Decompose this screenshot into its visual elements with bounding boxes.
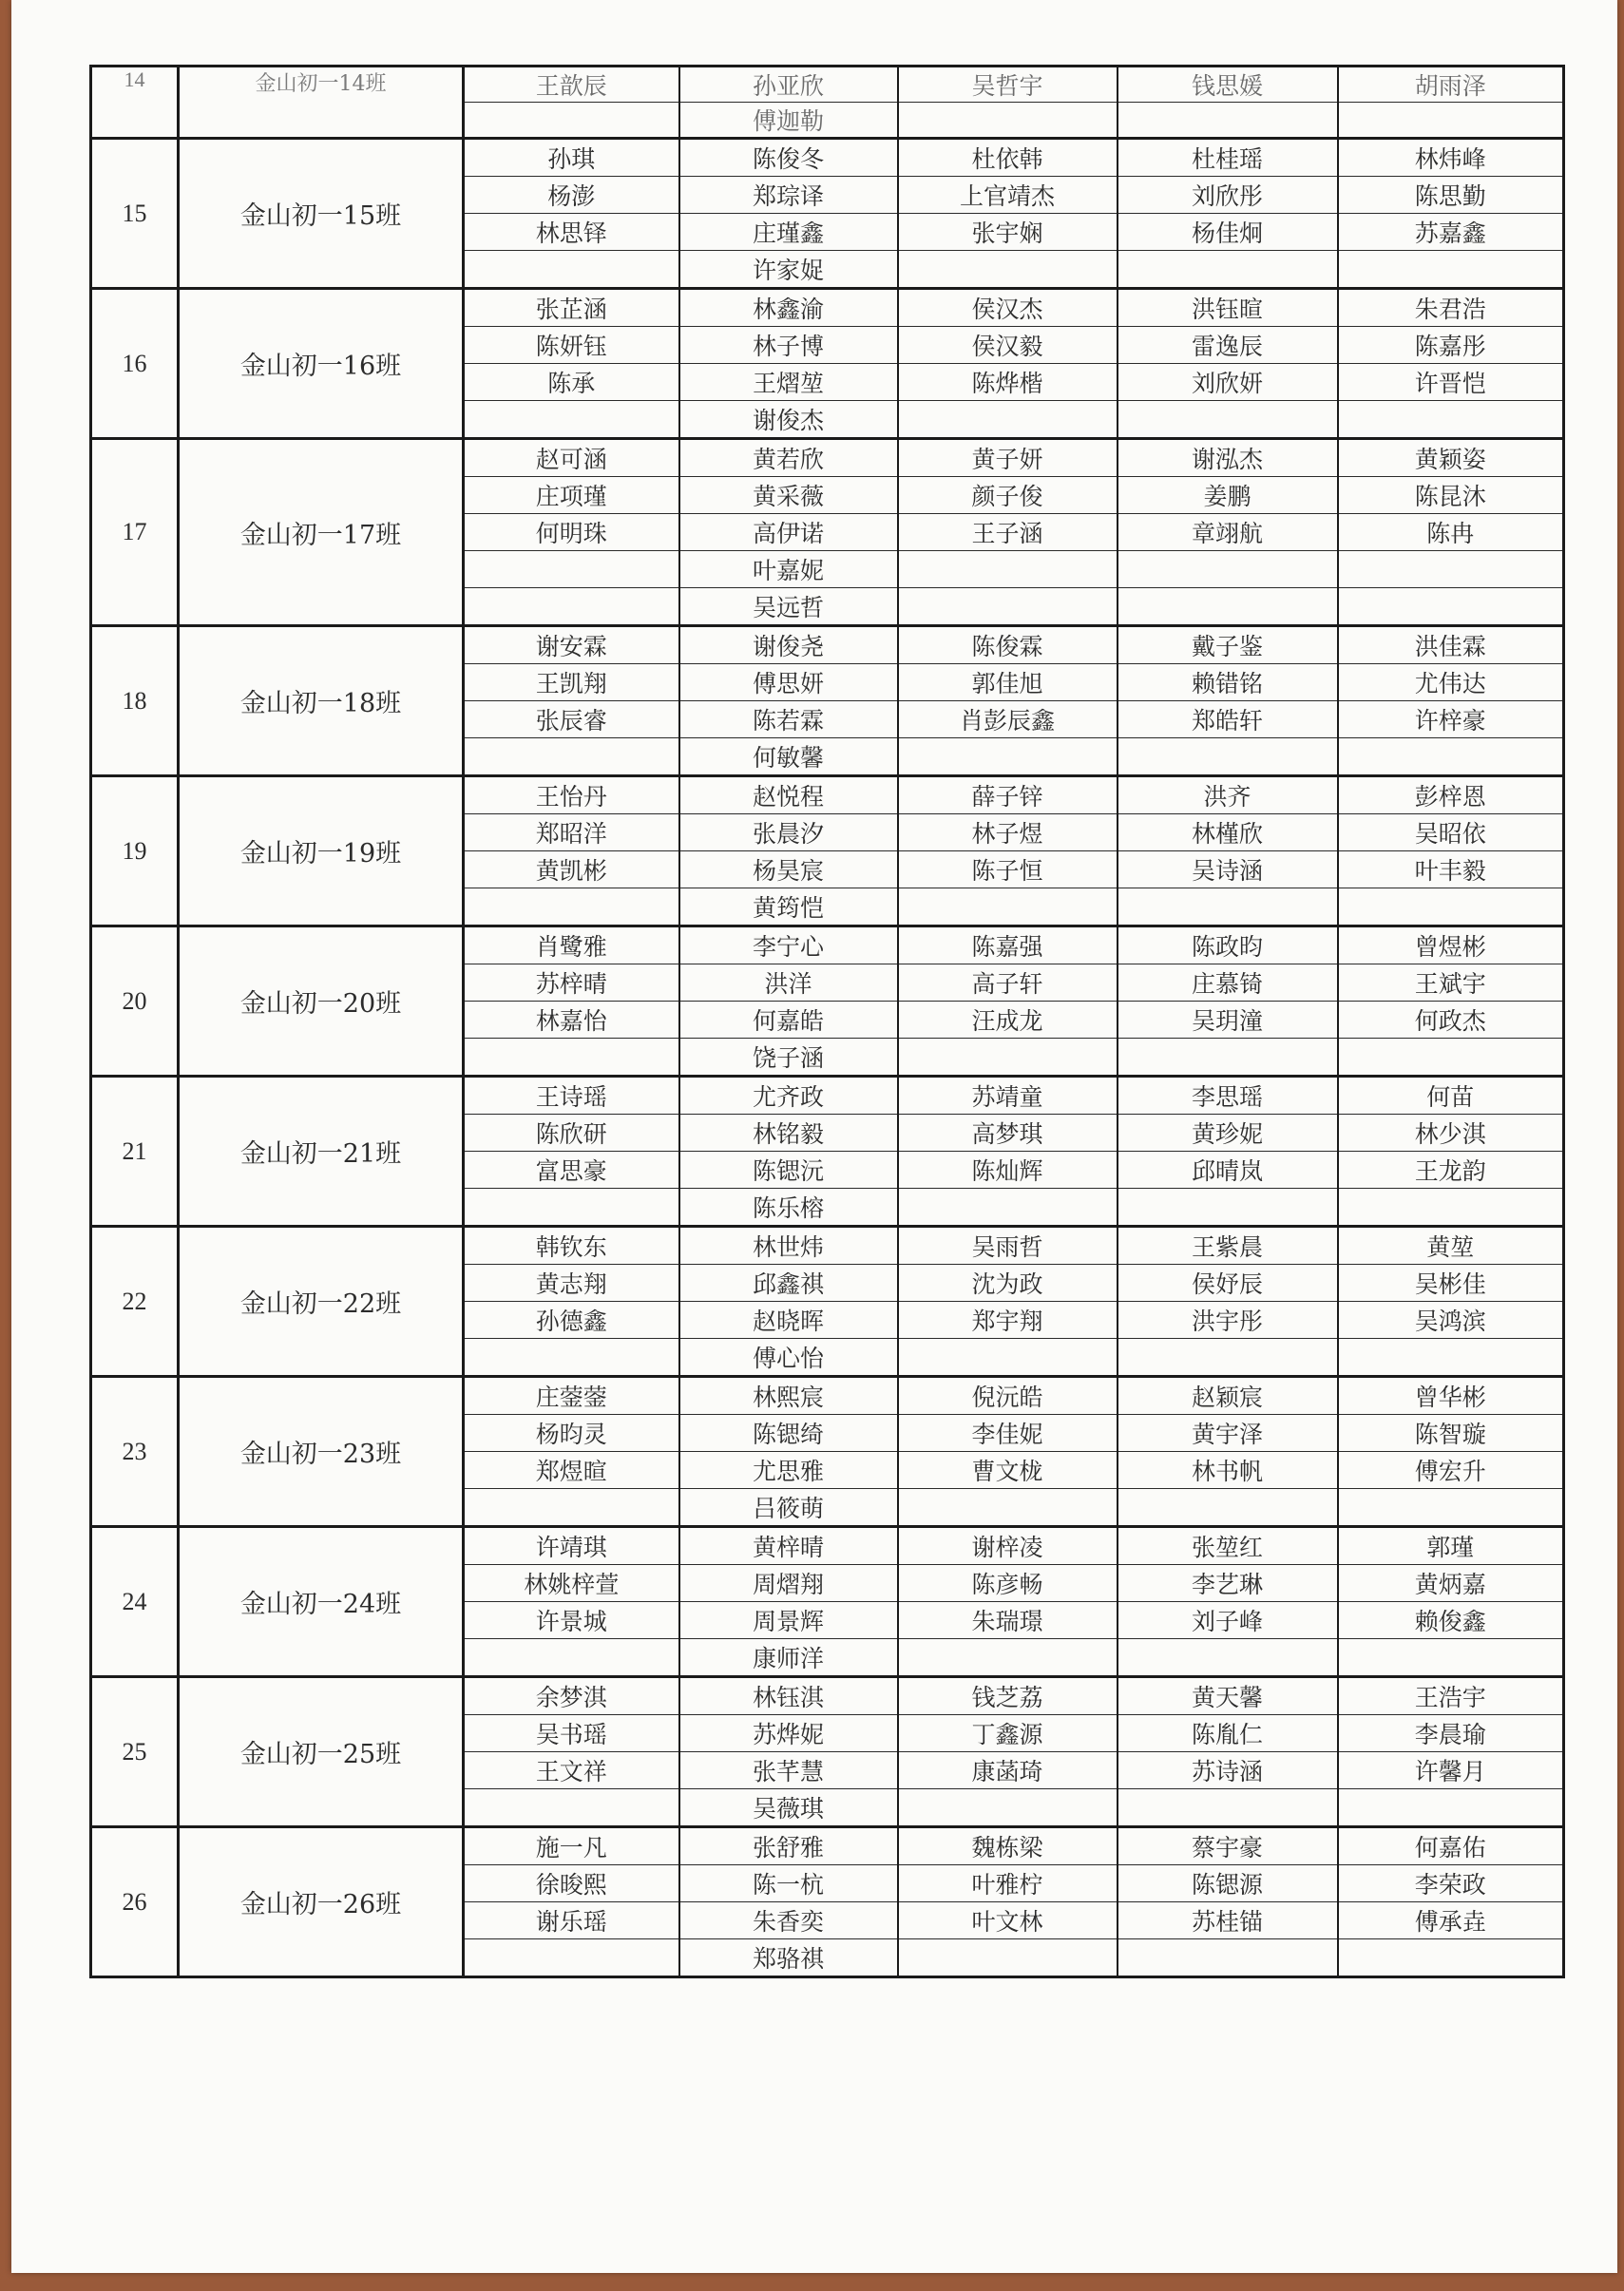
student-name-cell: 高子轩 [898, 964, 1118, 1002]
table-row [91, 926, 1564, 964]
class-number: 19 [91, 776, 179, 926]
student-name-cell: 洪齐 [1118, 776, 1338, 814]
table-row [91, 1527, 1564, 1565]
student-name-cell [1338, 1489, 1564, 1527]
class-number: 17 [91, 439, 179, 626]
table-row [91, 67, 1564, 103]
student-name-cell [464, 1189, 679, 1227]
class-name: 金山初一17班 [179, 439, 464, 626]
student-name-cell: 杨昀灵 [464, 1415, 679, 1452]
student-name-cell: 康师洋 [679, 1639, 898, 1677]
student-name-cell: 苏烨妮 [679, 1715, 898, 1752]
student-name-cell: 陈俊冬 [679, 139, 898, 177]
student-name-cell: 何苗 [1338, 1077, 1564, 1115]
student-name-cell: 谢泓杰 [1118, 439, 1338, 477]
student-name-cell [1338, 1939, 1564, 1977]
student-name-cell [1118, 551, 1338, 588]
student-name-cell: 林嘉怡 [464, 1002, 679, 1039]
class-number: 15 [91, 139, 179, 289]
student-name-cell: 张晨汐 [679, 814, 898, 851]
student-name-cell [898, 1189, 1118, 1227]
student-name-cell: 陈智璇 [1338, 1415, 1564, 1452]
student-name-cell: 谢梓凌 [898, 1527, 1118, 1565]
student-name-cell: 李艺琳 [1118, 1565, 1338, 1602]
student-name-cell: 尤伟达 [1338, 664, 1564, 701]
student-name-cell [1118, 738, 1338, 776]
class-number: 21 [91, 1077, 179, 1227]
student-name-cell [1338, 1639, 1564, 1677]
student-name-cell [464, 103, 679, 139]
student-name-cell: 侯妤辰 [1118, 1265, 1338, 1302]
student-name-cell: 刘欣彤 [1118, 177, 1338, 214]
student-name-cell [898, 551, 1118, 588]
student-name-cell: 赖错铭 [1118, 664, 1338, 701]
student-name-cell: 杨昊宸 [679, 851, 898, 888]
student-name-cell: 周景辉 [679, 1602, 898, 1639]
student-name-cell: 黄堃 [1338, 1227, 1564, 1265]
table-row [91, 626, 1564, 664]
student-name-cell [1338, 738, 1564, 776]
student-name-cell [1118, 251, 1338, 289]
student-name-cell: 陈锶沅 [679, 1152, 898, 1189]
student-name-cell: 许靖琪 [464, 1527, 679, 1565]
student-name-cell: 黄采薇 [679, 477, 898, 514]
student-name-cell: 王子涵 [898, 514, 1118, 551]
student-name-cell: 苏靖童 [898, 1077, 1118, 1115]
student-name-cell: 叶文林 [898, 1902, 1118, 1939]
student-name-cell: 吴远哲 [679, 588, 898, 626]
student-name-cell: 陈政昀 [1118, 926, 1338, 964]
student-name-cell: 钱思媛 [1118, 67, 1338, 103]
class-number: 24 [91, 1527, 179, 1677]
student-name-cell [1118, 1489, 1338, 1527]
student-name-cell: 李思瑶 [1118, 1077, 1338, 1115]
student-name-cell: 吴薇琪 [679, 1789, 898, 1827]
student-name-cell: 陈锶绮 [679, 1415, 898, 1452]
student-name-cell: 林熙宸 [679, 1377, 898, 1415]
student-name-cell: 傅心怡 [679, 1339, 898, 1377]
student-name-cell: 傅迦勒 [679, 103, 898, 139]
student-name-cell: 肖鹭雅 [464, 926, 679, 964]
class-number: 22 [91, 1227, 179, 1377]
table-row [91, 439, 1564, 477]
student-name-cell: 郑骆祺 [679, 1939, 898, 1977]
student-name-cell: 黄宇泽 [1118, 1415, 1338, 1452]
student-name-cell: 戴子鉴 [1118, 626, 1338, 664]
student-name-cell: 杨澎 [464, 177, 679, 214]
student-name-cell: 林子博 [679, 327, 898, 364]
student-name-cell: 康菡琦 [898, 1752, 1118, 1789]
student-name-cell [1338, 251, 1564, 289]
student-name-cell: 吴鸿滨 [1338, 1302, 1564, 1339]
student-name-cell [898, 888, 1118, 926]
student-name-cell [898, 738, 1118, 776]
student-name-cell [1118, 1039, 1338, 1077]
student-name-cell: 吴玥潼 [1118, 1002, 1338, 1039]
student-name-cell: 张舒雅 [679, 1827, 898, 1865]
class-name: 金山初一21班 [179, 1077, 464, 1227]
student-name-cell: 洪洋 [679, 964, 898, 1002]
student-name-cell: 庄项瑾 [464, 477, 679, 514]
student-name-cell: 朱香奕 [679, 1902, 898, 1939]
student-name-cell: 张辰睿 [464, 701, 679, 738]
student-name-cell [898, 1639, 1118, 1677]
student-name-cell: 许家娖 [679, 251, 898, 289]
student-name-cell [1118, 1189, 1338, 1227]
student-name-cell: 郑煜暄 [464, 1452, 679, 1489]
student-name-cell [464, 1789, 679, 1827]
student-name-cell [1338, 401, 1564, 439]
student-name-cell: 洪佳霖 [1338, 626, 1564, 664]
student-name-cell [898, 401, 1118, 439]
student-name-cell: 许晋恺 [1338, 364, 1564, 401]
student-name-cell: 许梓豪 [1338, 701, 1564, 738]
student-name-cell [464, 588, 679, 626]
table-row [91, 1377, 1564, 1415]
student-name-cell [1118, 401, 1338, 439]
class-name: 金山初一23班 [179, 1377, 464, 1527]
student-name-cell: 雷逸辰 [1118, 327, 1338, 364]
student-name-cell [1338, 1339, 1564, 1377]
student-name-cell [1118, 1639, 1338, 1677]
student-name-cell: 陈欣研 [464, 1115, 679, 1152]
student-name-cell: 谢俊尧 [679, 626, 898, 664]
student-name-cell: 庄蓥蓥 [464, 1377, 679, 1415]
student-name-cell: 郭瑾 [1338, 1527, 1564, 1565]
student-name-cell: 吴昭依 [1338, 814, 1564, 851]
student-name-cell: 李晨瑜 [1338, 1715, 1564, 1752]
student-name-cell: 张宇娴 [898, 214, 1118, 251]
student-name-cell: 苏梓晴 [464, 964, 679, 1002]
student-name-cell: 林姚梓萱 [464, 1565, 679, 1602]
student-name-cell: 林书帆 [1118, 1452, 1338, 1489]
student-name-cell: 朱瑞璟 [898, 1602, 1118, 1639]
student-name-cell: 王文祥 [464, 1752, 679, 1789]
student-name-cell [898, 1039, 1118, 1077]
student-name-cell: 黄筠恺 [679, 888, 898, 926]
student-name-cell [464, 551, 679, 588]
student-name-cell [464, 1639, 679, 1677]
student-name-cell: 尤思雅 [679, 1452, 898, 1489]
student-name-cell: 吴书瑶 [464, 1715, 679, 1752]
student-name-cell: 陈若霖 [679, 701, 898, 738]
student-name-cell [1118, 1789, 1338, 1827]
student-name-cell: 沈为政 [898, 1265, 1118, 1302]
student-name-cell: 何嘉佑 [1338, 1827, 1564, 1865]
student-name-cell [1338, 1039, 1564, 1077]
class-name: 金山初一16班 [179, 289, 464, 439]
student-name-cell: 孙琪 [464, 139, 679, 177]
roster-body [91, 67, 1564, 1977]
student-name-cell [464, 1339, 679, 1377]
student-name-cell [464, 1039, 679, 1077]
student-name-cell: 郭佳旭 [898, 664, 1118, 701]
student-name-cell [1338, 1189, 1564, 1227]
student-name-cell: 倪沅皓 [898, 1377, 1118, 1415]
student-name-cell [1338, 103, 1564, 139]
student-name-cell: 谢俊杰 [679, 401, 898, 439]
student-name-cell: 赵晓晖 [679, 1302, 898, 1339]
student-name-cell [898, 588, 1118, 626]
class-name: 金山初一25班 [179, 1677, 464, 1827]
student-name-cell [1338, 588, 1564, 626]
student-name-cell [898, 251, 1118, 289]
student-name-cell: 颜子俊 [898, 477, 1118, 514]
student-name-cell: 饶子涵 [679, 1039, 898, 1077]
table-row [91, 289, 1564, 327]
student-name-cell: 傅宏升 [1338, 1452, 1564, 1489]
student-name-cell: 陈嘉彤 [1338, 327, 1564, 364]
student-name-cell: 陈妍钰 [464, 327, 679, 364]
student-name-cell: 肖彭辰鑫 [898, 701, 1118, 738]
student-name-cell: 富思豪 [464, 1152, 679, 1189]
student-name-cell: 林鑫渝 [679, 289, 898, 327]
student-name-cell: 陈胤仁 [1118, 1715, 1338, 1752]
student-name-cell: 傅承垚 [1338, 1902, 1564, 1939]
table-row [91, 1077, 1564, 1115]
student-name-cell: 黄若欣 [679, 439, 898, 477]
student-name-cell: 上官靖杰 [898, 177, 1118, 214]
student-name-cell [898, 1489, 1118, 1527]
class-number: 25 [91, 1677, 179, 1827]
student-name-cell: 邱鑫祺 [679, 1265, 898, 1302]
student-name-cell: 朱君浩 [1338, 289, 1564, 327]
student-name-cell: 李佳妮 [898, 1415, 1118, 1452]
student-name-cell: 林世炜 [679, 1227, 898, 1265]
student-name-cell: 许景城 [464, 1602, 679, 1639]
student-name-cell: 吕筱萌 [679, 1489, 898, 1527]
student-name-cell: 李宁心 [679, 926, 898, 964]
student-name-cell: 孙亚欣 [679, 67, 898, 103]
student-name-cell: 吴哲宇 [898, 67, 1118, 103]
student-name-cell: 谢安霖 [464, 626, 679, 664]
table-row [91, 1677, 1564, 1715]
student-name-cell: 刘子峰 [1118, 1602, 1338, 1639]
class-number: 14 [91, 67, 179, 139]
student-name-cell: 吴彬佳 [1338, 1265, 1564, 1302]
student-name-cell: 周熠翔 [679, 1565, 898, 1602]
student-name-cell: 叶丰毅 [1338, 851, 1564, 888]
student-name-cell: 傅思妍 [679, 664, 898, 701]
student-name-cell [1118, 1339, 1338, 1377]
student-name-cell: 薛子锌 [898, 776, 1118, 814]
student-name-cell: 王熠堃 [679, 364, 898, 401]
student-name-cell: 陈锶源 [1118, 1865, 1338, 1902]
student-name-cell: 赵颖宸 [1118, 1377, 1338, 1415]
student-name-cell: 叶雅柠 [898, 1865, 1118, 1902]
student-name-cell: 杜依韩 [898, 139, 1118, 177]
student-name-cell: 黄颖姿 [1338, 439, 1564, 477]
student-name-cell [898, 1339, 1118, 1377]
student-name-cell [1338, 1789, 1564, 1827]
student-name-cell: 谢乐瑶 [464, 1902, 679, 1939]
student-name-cell: 王斌宇 [1338, 964, 1564, 1002]
student-name-cell: 姜鹏 [1118, 477, 1338, 514]
class-name: 金山初一26班 [179, 1827, 464, 1977]
student-name-cell: 王凯翔 [464, 664, 679, 701]
student-name-cell [464, 251, 679, 289]
student-name-cell: 赖俊鑫 [1338, 1602, 1564, 1639]
student-name-cell: 曹文栊 [898, 1452, 1118, 1489]
student-name-cell: 黄梓晴 [679, 1527, 898, 1565]
student-name-cell [1118, 1939, 1338, 1977]
student-name-cell: 陈嘉强 [898, 926, 1118, 964]
student-name-cell: 林炜峰 [1338, 139, 1564, 177]
class-number: 20 [91, 926, 179, 1077]
scanned-page [11, 0, 1617, 2273]
student-name-cell: 魏栋梁 [898, 1827, 1118, 1865]
student-name-cell [464, 401, 679, 439]
student-name-cell: 高梦琪 [898, 1115, 1118, 1152]
student-name-cell: 苏诗涵 [1118, 1752, 1338, 1789]
student-name-cell: 林槿欣 [1118, 814, 1338, 851]
student-name-cell: 林铭毅 [679, 1115, 898, 1152]
student-name-cell: 张堃红 [1118, 1527, 1338, 1565]
student-name-cell: 赵悦程 [679, 776, 898, 814]
student-name-cell: 王诗瑶 [464, 1077, 679, 1115]
student-name-cell: 王龙韵 [1338, 1152, 1564, 1189]
student-name-cell: 何嘉皓 [679, 1002, 898, 1039]
student-name-cell: 苏桂锚 [1118, 1902, 1338, 1939]
student-name-cell: 施一凡 [464, 1827, 679, 1865]
class-name: 金山初一15班 [179, 139, 464, 289]
student-name-cell: 陈思勤 [1338, 177, 1564, 214]
student-name-cell [464, 1939, 679, 1977]
student-name-cell: 何敏馨 [679, 738, 898, 776]
student-name-cell [1118, 888, 1338, 926]
student-name-cell: 黄凯彬 [464, 851, 679, 888]
student-name-cell: 陈昆沐 [1338, 477, 1564, 514]
student-name-cell [898, 103, 1118, 139]
student-name-cell: 许馨月 [1338, 1752, 1564, 1789]
student-name-cell: 陈灿辉 [898, 1152, 1118, 1189]
student-name-cell: 孙德鑫 [464, 1302, 679, 1339]
class-name: 金山初一22班 [179, 1227, 464, 1377]
student-name-cell: 李荣政 [1338, 1865, 1564, 1902]
class-number: 18 [91, 626, 179, 776]
student-name-cell: 高伊诺 [679, 514, 898, 551]
student-name-cell: 杨佳炯 [1118, 214, 1338, 251]
student-name-cell: 侯汉毅 [898, 327, 1118, 364]
student-name-cell: 胡雨泽 [1338, 67, 1564, 103]
table-row [91, 1827, 1564, 1865]
student-name-cell: 陈冉 [1338, 514, 1564, 551]
class-name: 金山初一20班 [179, 926, 464, 1077]
student-name-cell: 王浩宇 [1338, 1677, 1564, 1715]
student-name-cell: 黄珍妮 [1118, 1115, 1338, 1152]
student-name-cell: 黄天馨 [1118, 1677, 1338, 1715]
student-name-cell: 尤齐政 [679, 1077, 898, 1115]
student-name-cell: 钱芝荔 [898, 1677, 1118, 1715]
student-name-cell: 洪钰暄 [1118, 289, 1338, 327]
student-name-cell: 陈俊霖 [898, 626, 1118, 664]
student-name-cell: 王怡丹 [464, 776, 679, 814]
student-name-cell [464, 888, 679, 926]
student-name-cell [1338, 888, 1564, 926]
student-name-cell: 郑昭洋 [464, 814, 679, 851]
class-name: 金山初一24班 [179, 1527, 464, 1677]
student-name-cell: 洪宇彤 [1118, 1302, 1338, 1339]
student-name-cell: 郑宇翔 [898, 1302, 1118, 1339]
student-name-cell: 庄瑾鑫 [679, 214, 898, 251]
student-name-cell: 陈承 [464, 364, 679, 401]
student-name-cell: 余梦淇 [464, 1677, 679, 1715]
table-row [91, 139, 1564, 177]
student-name-cell: 邱晴岚 [1118, 1152, 1338, 1189]
student-name-cell: 叶嘉妮 [679, 551, 898, 588]
table-row [91, 776, 1564, 814]
student-name-cell [1118, 588, 1338, 626]
student-name-cell [1118, 103, 1338, 139]
student-name-cell: 林思铎 [464, 214, 679, 251]
student-name-cell: 吴雨哲 [898, 1227, 1118, 1265]
student-name-cell: 蔡宇豪 [1118, 1827, 1338, 1865]
student-name-cell: 丁鑫源 [898, 1715, 1118, 1752]
student-name-cell: 刘欣妍 [1118, 364, 1338, 401]
student-name-cell: 陈子恒 [898, 851, 1118, 888]
student-name-cell [898, 1939, 1118, 1977]
student-name-cell: 林少淇 [1338, 1115, 1564, 1152]
student-name-cell: 侯汉杰 [898, 289, 1118, 327]
student-name-cell: 陈一杭 [679, 1865, 898, 1902]
student-name-cell: 郑琮译 [679, 177, 898, 214]
student-name-cell: 陈烨楷 [898, 364, 1118, 401]
student-name-cell: 苏嘉鑫 [1338, 214, 1564, 251]
student-name-cell: 杜桂瑶 [1118, 139, 1338, 177]
student-name-cell [898, 1789, 1118, 1827]
student-name-cell: 陈彦畅 [898, 1565, 1118, 1602]
student-name-cell: 王紫晨 [1118, 1227, 1338, 1265]
student-name-cell: 赵可涵 [464, 439, 679, 477]
student-name-cell: 黄炳嘉 [1338, 1565, 1564, 1602]
student-name-cell: 彭梓恩 [1338, 776, 1564, 814]
student-name-cell: 庄慕锜 [1118, 964, 1338, 1002]
student-name-cell: 吴诗涵 [1118, 851, 1338, 888]
class-roster-table [89, 65, 1565, 1978]
student-name-cell [464, 738, 679, 776]
student-name-cell: 林钰淇 [679, 1677, 898, 1715]
student-name-cell: 何明珠 [464, 514, 679, 551]
class-number: 23 [91, 1377, 179, 1527]
student-name-cell: 徐晙熙 [464, 1865, 679, 1902]
class-name: 金山初一19班 [179, 776, 464, 926]
table-row [91, 1227, 1564, 1265]
student-name-cell: 张芊慧 [679, 1752, 898, 1789]
student-name-cell [1338, 551, 1564, 588]
student-name-cell [464, 1489, 679, 1527]
student-name-cell: 汪成龙 [898, 1002, 1118, 1039]
student-name-cell: 曾煜彬 [1338, 926, 1564, 964]
student-name-cell: 郑皓轩 [1118, 701, 1338, 738]
student-name-cell: 何政杰 [1338, 1002, 1564, 1039]
class-number: 26 [91, 1827, 179, 1977]
student-name-cell: 王歆辰 [464, 67, 679, 103]
student-name-cell: 黄志翔 [464, 1265, 679, 1302]
student-name-cell: 陈乐榕 [679, 1189, 898, 1227]
class-name: 金山初一18班 [179, 626, 464, 776]
student-name-cell: 韩钦东 [464, 1227, 679, 1265]
class-name: 金山初一14班 [179, 67, 464, 139]
student-name-cell: 张芷涵 [464, 289, 679, 327]
student-name-cell: 黄子妍 [898, 439, 1118, 477]
student-name-cell: 林子煜 [898, 814, 1118, 851]
class-number: 16 [91, 289, 179, 439]
student-name-cell: 曾华彬 [1338, 1377, 1564, 1415]
student-name-cell: 章翊航 [1118, 514, 1338, 551]
